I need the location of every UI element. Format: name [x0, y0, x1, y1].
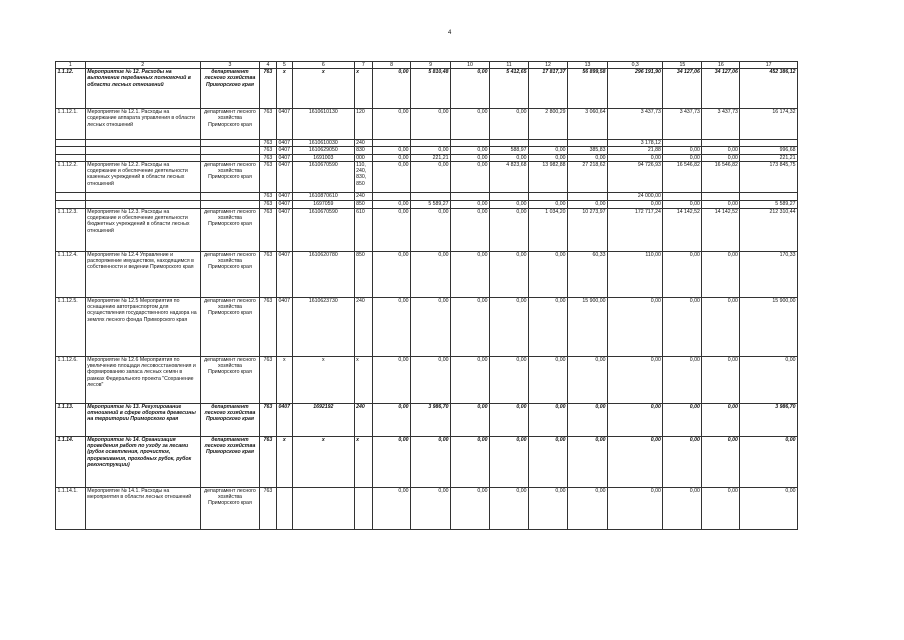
table-cell: 0,00 [451, 297, 490, 356]
executor: департамент лесного хозяйства Приморского края [200, 69, 260, 109]
table-cell [451, 140, 490, 147]
table-cell: 0,00 [490, 208, 529, 251]
table-cell: 1691003 [293, 154, 355, 161]
table-cell: 0,00 [411, 161, 451, 192]
table-row [56, 251, 798, 297]
measure-name [85, 200, 200, 208]
table-row [56, 69, 798, 109]
table-cell: 1610870610 [293, 192, 355, 200]
table-cell: 0,00 [490, 109, 529, 140]
column-number: 3 [200, 62, 260, 69]
table-cell: 27 218,62 [567, 161, 607, 192]
row-code: 1.1.14. [56, 436, 86, 487]
table-cell: 4 823,68 [490, 161, 529, 192]
table-cell: 0,00 [373, 297, 411, 356]
table-cell [663, 140, 702, 147]
executor: департамент лесного хозяйства Приморского края [200, 436, 260, 487]
table-cell: 0,00 [411, 208, 451, 251]
table-cell: 15 900,00 [567, 297, 607, 356]
table-row [56, 140, 798, 147]
table-cell: 0,00 [608, 154, 663, 161]
table-cell: 14 142,52 [702, 208, 740, 251]
table-cell: 3 060,64 [567, 109, 607, 140]
table-cell: 1610629050 [293, 147, 355, 154]
table-cell: x [354, 356, 372, 403]
table-cell: 16 174,32 [740, 109, 798, 140]
budget-table [55, 61, 798, 530]
table-cell: 1610623730 [293, 297, 355, 356]
table-cell [702, 192, 740, 200]
table-cell: x [276, 436, 292, 487]
table-cell: 763 [260, 297, 276, 356]
table-cell: 17 817,37 [529, 69, 568, 109]
table-row [56, 154, 798, 161]
executor: департамент лесного хозяйства Приморского края [200, 356, 260, 403]
table-cell: 0,00 [373, 436, 411, 487]
column-number: 1 [56, 62, 86, 69]
table-cell: 3 986,70 [411, 403, 451, 436]
measure-name: Мероприятие № 14.1. Расходы на мероприятия в области лесных отношений [85, 487, 200, 529]
table-cell: 0,00 [451, 147, 490, 154]
table-cell: 120 [354, 109, 372, 140]
table-cell: 0,00 [373, 154, 411, 161]
column-number: 10 [451, 62, 490, 69]
table-cell: 60,33 [567, 251, 607, 297]
table-cell: 850 [354, 200, 372, 208]
table-cell: 15 900,00 [740, 297, 798, 356]
column-number: 13 [567, 62, 607, 69]
row-code [56, 140, 86, 147]
table-cell [740, 140, 798, 147]
table-cell: 170,33 [740, 251, 798, 297]
table-cell: 0,00 [740, 436, 798, 487]
executor: департамент лесного хозяйства Приморского края [200, 403, 260, 436]
table-cell: 0,00 [567, 200, 607, 208]
table-cell: 0,00 [411, 356, 451, 403]
table-cell: 850 [354, 251, 372, 297]
table-cell: 0,00 [608, 297, 663, 356]
table-cell [354, 487, 372, 529]
table-cell: 240 [354, 192, 372, 200]
table-cell: 0,00 [451, 436, 490, 487]
table-cell: 0,00 [529, 147, 568, 154]
table-cell [373, 140, 411, 147]
table-cell: 0,00 [411, 436, 451, 487]
table-cell: 0,00 [451, 487, 490, 529]
column-number: 2 [85, 62, 200, 69]
table-cell: 0,00 [529, 297, 568, 356]
executor: департамент лесного хозяйства Приморского края [200, 487, 260, 529]
table-cell: 610 [354, 208, 372, 251]
table-cell: 0407 [276, 154, 292, 161]
table-cell: 0,00 [411, 109, 451, 140]
measure-name: Мероприятие № 13. Регулирование отношений в сфере оборота древесины на территории Приморского края [85, 403, 200, 436]
table-cell [529, 192, 568, 200]
page-number: 4 [448, 30, 452, 36]
table-cell: 763 [260, 403, 276, 436]
table-cell: 0,00 [411, 147, 451, 154]
table-cell: 763 [260, 140, 276, 147]
column-number: 12 [529, 62, 568, 69]
table-row [56, 109, 798, 140]
table-cell: 3 437,73 [608, 109, 663, 140]
table-cell: 0,00 [451, 356, 490, 403]
table-cell: 763 [260, 192, 276, 200]
table-cell: 0,00 [702, 297, 740, 356]
table-cell: 385,83 [567, 147, 607, 154]
table-cell: 0,00 [490, 200, 529, 208]
table-cell: 0,00 [740, 356, 798, 403]
table-cell: 0,00 [529, 403, 568, 436]
table-cell: 1610620780 [293, 251, 355, 297]
measure-name: Мероприятие № 12.3. Расходы на содержание и обеспечение деятельности бюджетных учреждений в области лесных отношений [85, 208, 200, 251]
table-cell [702, 140, 740, 147]
table-cell: 0,00 [373, 208, 411, 251]
table-cell: 0,00 [373, 161, 411, 192]
table-cell: 296 191,90 [608, 69, 663, 109]
table-cell: 0,00 [663, 403, 702, 436]
table-cell: 10 273,97 [567, 208, 607, 251]
table-cell: 763 [260, 147, 276, 154]
row-code [56, 192, 86, 200]
table-row [56, 192, 798, 200]
table-cell [293, 487, 355, 529]
header-row [56, 62, 798, 69]
table-cell: 0,00 [373, 487, 411, 529]
measure-name [85, 154, 200, 161]
row-code: 1.1.12.1. [56, 109, 86, 140]
table-row [56, 161, 798, 192]
table-row [56, 436, 798, 487]
table-cell: 0,00 [702, 403, 740, 436]
table-cell: 0,00 [702, 200, 740, 208]
table-row [56, 200, 798, 208]
table-cell: 0,00 [567, 356, 607, 403]
table-cell: 0,00 [702, 436, 740, 487]
table-cell: 0407 [276, 403, 292, 436]
table-cell [529, 140, 568, 147]
table-cell [411, 140, 451, 147]
table-cell: 0,00 [608, 200, 663, 208]
column-number: 7 [354, 62, 372, 69]
row-code: 1.1.12.4. [56, 251, 86, 297]
table-cell: 0,00 [373, 69, 411, 109]
row-code: 1.1.12.5. [56, 297, 86, 356]
table-cell: 763 [260, 161, 276, 192]
table-row [56, 487, 798, 529]
column-number: 8 [373, 62, 411, 69]
table-cell: x [276, 356, 292, 403]
table-cell: 0,00 [411, 297, 451, 356]
table-cell: 240 [354, 403, 372, 436]
table-cell [567, 192, 607, 200]
executor: департамент лесного хозяйства Приморского края [200, 161, 260, 192]
table-cell: 13 982,88 [529, 161, 568, 192]
table-cell: 5 412,65 [490, 69, 529, 109]
column-number: 9 [411, 62, 451, 69]
table-cell: 0,00 [608, 436, 663, 487]
table-cell: 1692192 [293, 403, 355, 436]
table-cell: 0,00 [702, 147, 740, 154]
table-row [56, 147, 798, 154]
table-cell: x [354, 69, 372, 109]
measure-name: Мероприятие № 12.2. Расходы на содержание и обеспечение деятельности казенных учреждений в области лесных отношений [85, 161, 200, 192]
table-cell [490, 140, 529, 147]
table-cell: 0407 [276, 192, 292, 200]
table-cell: 0,00 [663, 436, 702, 487]
row-code [56, 154, 86, 161]
table-cell: 763 [260, 200, 276, 208]
table-cell: 0,00 [529, 436, 568, 487]
table-row [56, 297, 798, 356]
column-number: 6 [293, 62, 355, 69]
table-cell: 21,88 [608, 147, 663, 154]
column-number: 15 [663, 62, 702, 69]
measure-name: Мероприятие № 12.5 Мероприятия по оснащению автотранспортом для осуществления государственного надзора на землях лесного фонда Приморского края [85, 297, 200, 356]
table-cell: 0,00 [490, 297, 529, 356]
table-cell [663, 192, 702, 200]
table-cell: x [293, 356, 355, 403]
column-number: 5 [276, 62, 292, 69]
executor [200, 192, 260, 200]
table-cell: 221,21 [411, 154, 451, 161]
table-cell: 0,00 [373, 356, 411, 403]
table-cell: 996,68 [740, 147, 798, 154]
table-cell: 0,00 [451, 109, 490, 140]
table-cell: 0,00 [451, 161, 490, 192]
table-cell: 0,00 [567, 436, 607, 487]
table-cell: 34 127,06 [702, 69, 740, 109]
table-cell: 0,00 [373, 251, 411, 297]
table-cell: 0,00 [529, 487, 568, 529]
table-cell: 0,00 [451, 208, 490, 251]
table-cell: x [293, 436, 355, 487]
table-cell: 0407 [276, 140, 292, 147]
table-cell: 1610670590 [293, 161, 355, 192]
column-number: 11 [490, 62, 529, 69]
table-cell: 0,00 [663, 200, 702, 208]
table-cell: 0,00 [702, 356, 740, 403]
table-cell: 212 310,44 [740, 208, 798, 251]
table-cell: 0,00 [451, 154, 490, 161]
column-number: 0,3 [608, 62, 663, 69]
executor: департамент лесного хозяйства Приморского края [200, 208, 260, 251]
table-cell [567, 140, 607, 147]
table-cell: 0,00 [411, 251, 451, 297]
table-cell: 16 546,82 [702, 161, 740, 192]
table-cell: 1 034,20 [529, 208, 568, 251]
executor: департамент лесного хозяйства Приморского края [200, 251, 260, 297]
table-cell [276, 487, 292, 529]
table-cell: 221,21 [740, 154, 798, 161]
table-cell: 0,00 [373, 109, 411, 140]
table-cell: 14 142,52 [663, 208, 702, 251]
row-code: 1.1.13. [56, 403, 86, 436]
measure-name: Мероприятие № 12. Расходы на выполнение переданных полномочий в области лесных отношений [85, 69, 200, 109]
table-cell: 763 [260, 69, 276, 109]
table-cell: 172 717,24 [608, 208, 663, 251]
table-cell: 0,00 [451, 69, 490, 109]
table-cell: 0,00 [451, 403, 490, 436]
measure-name [85, 140, 200, 147]
table-cell: x [276, 69, 292, 109]
measure-name: Мероприятие № 12.6 Мероприятия по увеличению площади лесовосстановления и формированию запаса лесных семян в рамках Федерального проекта "Сохранение лесов" [85, 356, 200, 403]
column-number: 17 [740, 62, 798, 69]
table-cell: 3 986,70 [740, 403, 798, 436]
table-cell: 588,97 [490, 147, 529, 154]
row-code: 1.1.12.6. [56, 356, 86, 403]
table-cell: x [354, 436, 372, 487]
table-cell: x [293, 69, 355, 109]
table-cell: 763 [260, 109, 276, 140]
table-cell: 0,00 [373, 403, 411, 436]
table-cell: 1610610030 [293, 140, 355, 147]
table-cell: 94 726,93 [608, 161, 663, 192]
table-cell: 0,00 [529, 356, 568, 403]
table-cell: 0407 [276, 251, 292, 297]
table-cell [740, 192, 798, 200]
table-cell: 5 589,27 [740, 200, 798, 208]
table-cell: 110,00 [608, 251, 663, 297]
table-cell [411, 192, 451, 200]
table-cell: 240 [354, 297, 372, 356]
table-cell: 1610670590 [293, 208, 355, 251]
table-cell [490, 192, 529, 200]
table-cell: 16 546,82 [663, 161, 702, 192]
executor [200, 200, 260, 208]
row-code: 1.1.12.2. [56, 161, 86, 192]
table-cell: 0,00 [702, 251, 740, 297]
table-cell: 0,00 [373, 147, 411, 154]
table-cell: 5 589,27 [411, 200, 451, 208]
measure-name: Мероприятие № 12.4 Управление и распоряжение имуществом, находящимся в собственности и ведении Приморского края [85, 251, 200, 297]
table-cell: 0,00 [490, 251, 529, 297]
table-cell: 0,00 [567, 487, 607, 529]
table-cell: 0,00 [567, 403, 607, 436]
table-cell: 3 178,12 [608, 140, 663, 147]
table-cell: 0,00 [663, 147, 702, 154]
table-cell: 0,00 [702, 487, 740, 529]
row-code [56, 147, 86, 154]
column-number: 16 [702, 62, 740, 69]
table-cell: 0,00 [740, 487, 798, 529]
table-row [56, 403, 798, 436]
table-cell: 0407 [276, 200, 292, 208]
table-cell: 763 [260, 436, 276, 487]
table-cell: 0,00 [529, 154, 568, 161]
table-cell: 5 810,48 [411, 69, 451, 109]
table-cell: 56 899,58 [567, 69, 607, 109]
measure-name [85, 192, 200, 200]
executor [200, 147, 260, 154]
table-cell: 452 386,12 [740, 69, 798, 109]
table-cell: 763 [260, 154, 276, 161]
table-cell: 0,00 [608, 487, 663, 529]
table-cell: 763 [260, 208, 276, 251]
column-number: 4 [260, 62, 276, 69]
table-cell: 0,00 [608, 356, 663, 403]
table-cell: 0,00 [490, 487, 529, 529]
table-cell: 0,00 [529, 200, 568, 208]
table-cell: 0407 [276, 297, 292, 356]
table-cell: 0,00 [567, 154, 607, 161]
table-cell: 763 [260, 356, 276, 403]
table-cell: 0,00 [529, 251, 568, 297]
table-cell: 0,00 [411, 487, 451, 529]
table-cell: 1610610130 [293, 109, 355, 140]
table-cell: 34 127,06 [663, 69, 702, 109]
table-cell: 0,00 [663, 154, 702, 161]
table-cell: 000 [354, 154, 372, 161]
executor [200, 154, 260, 161]
table-cell: 0,00 [608, 403, 663, 436]
table-cell: 0,00 [702, 154, 740, 161]
table-cell: 0,00 [663, 356, 702, 403]
measure-name: Мероприятие № 14. Организация проведения работ по уходу за лесами (рубок осветления, прочисток, прореживания, проходных рубок, рубок реконструкции) [85, 436, 200, 487]
measure-name [85, 147, 200, 154]
table-cell: 0,00 [663, 251, 702, 297]
table-cell: 0,00 [490, 436, 529, 487]
table-cell: 24 000,00 [608, 192, 663, 200]
table-cell: 0,00 [663, 297, 702, 356]
table-cell: 2 800,29 [529, 109, 568, 140]
table-cell: 0,00 [451, 200, 490, 208]
table-cell: 0,00 [490, 154, 529, 161]
executor [200, 140, 260, 147]
executor: департамент лесного хозяйства Приморского края [200, 109, 260, 140]
table-row [56, 208, 798, 251]
table-cell: 3 437,73 [663, 109, 702, 140]
row-code: 1.1.12. [56, 69, 86, 109]
row-code [56, 200, 86, 208]
measure-name: Мероприятие № 12.1. Расходы на содержание аппарата управления в области лесных отношений [85, 109, 200, 140]
table-cell [451, 192, 490, 200]
table-cell: 0,00 [451, 251, 490, 297]
table-cell: 3 437,73 [702, 109, 740, 140]
row-code: 1.1.12.3. [56, 208, 86, 251]
table-cell: 830 [354, 147, 372, 154]
table-cell: 763 [260, 487, 276, 529]
table-cell: 0,00 [663, 487, 702, 529]
table-cell: 240 [354, 140, 372, 147]
table-cell: 763 [260, 251, 276, 297]
table-cell: 0407 [276, 161, 292, 192]
table-cell: 0,00 [373, 200, 411, 208]
table-cell: 0407 [276, 109, 292, 140]
executor: департамент лесного хозяйства Приморского края [200, 297, 260, 356]
table-row [56, 356, 798, 403]
table-cell: 0,00 [490, 356, 529, 403]
table-cell: 0407 [276, 147, 292, 154]
table-cell: 0407 [276, 208, 292, 251]
table-cell: 0,00 [490, 403, 529, 436]
table-cell [373, 192, 411, 200]
table-cell: 173 845,75 [740, 161, 798, 192]
row-code: 1.1.14.1. [56, 487, 86, 529]
table-cell: 1697059 [293, 200, 355, 208]
table-cell: 110, 240, 830, 850 [354, 161, 372, 192]
